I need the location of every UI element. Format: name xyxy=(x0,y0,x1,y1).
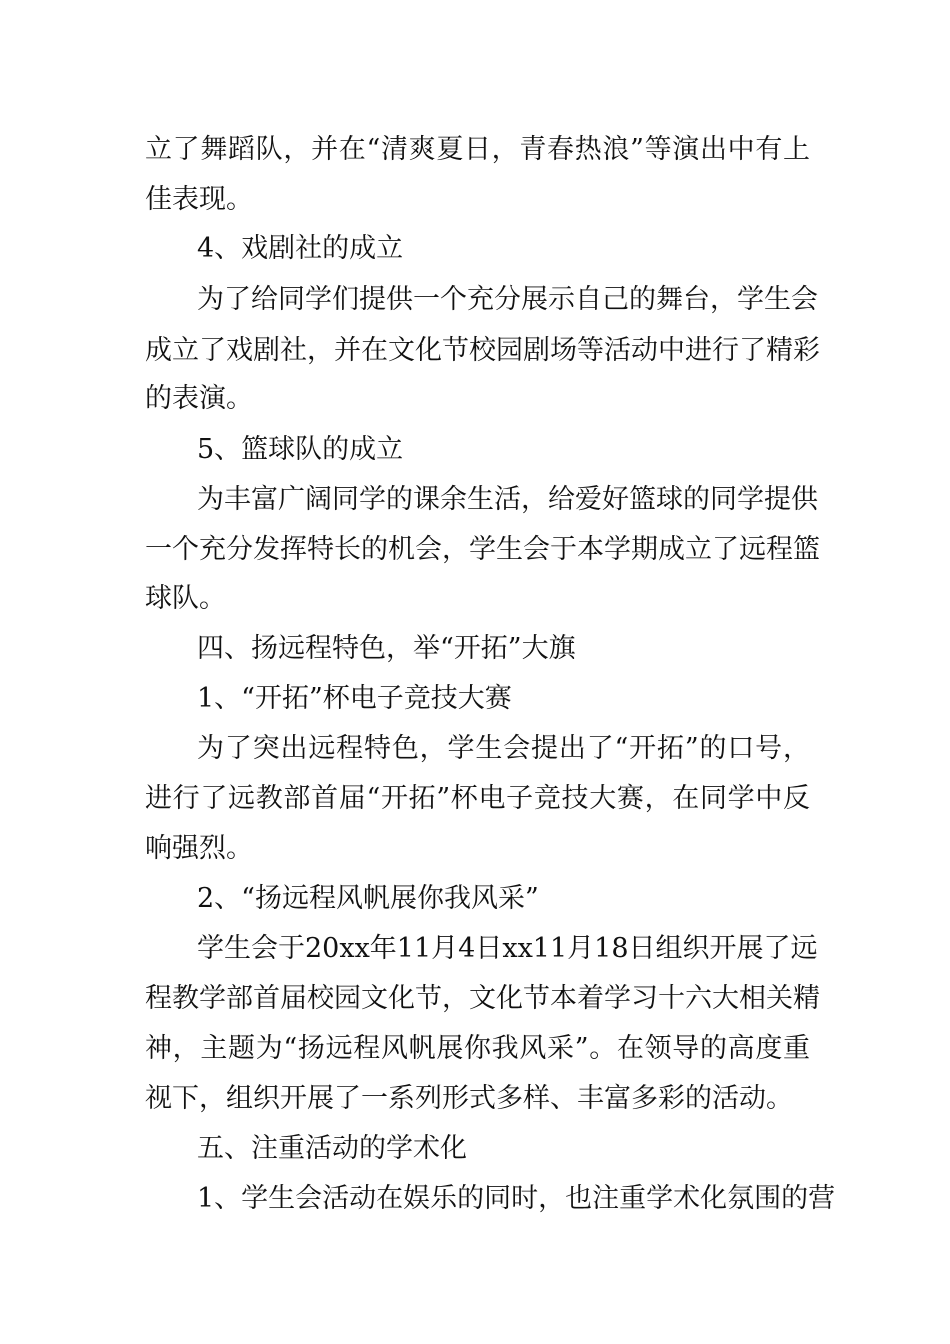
paragraph-first-line: 为丰富广阔同学的课余生活，给爱好篮球的同学提供 xyxy=(197,484,818,515)
body-text-line: 球队。 xyxy=(145,583,226,614)
section-heading: 1、“开拓”杯电子竞技大赛 xyxy=(197,683,512,714)
section-heading: 四、扬远程特色，举“开拓”大旗 xyxy=(197,633,576,664)
paragraph-first-line: 1、学生会活动在娱乐的同时，也注重学术化氛围的营 xyxy=(197,1183,836,1214)
body-text-line: 响强烈。 xyxy=(145,833,253,864)
paragraph-first-line: 为了给同学们提供一个充分展示自己的舞台，学生会 xyxy=(197,284,818,315)
section-heading: 2、“扬远程风帆展你我风采” xyxy=(197,883,539,914)
paragraph-first-line: 学生会于20xx年11月4日xx11月18日组织开展了远 xyxy=(197,933,818,964)
body-text-line: 的表演。 xyxy=(145,383,253,414)
paragraph-first-line: 为了突出远程特色，学生会提出了“开拓”的口号， xyxy=(197,733,810,764)
body-text-line: 进行了远教部首届“开拓”杯电子竞技大赛，在同学中反 xyxy=(145,783,810,814)
body-text-line: 程教学部首届校园文化节，文化节本着学习十六大相关精 xyxy=(145,983,820,1014)
body-text-line: 佳表现。 xyxy=(145,184,253,215)
body-text-line: 一个充分发挥特长的机会，学生会于本学期成立了远程篮 xyxy=(145,534,820,565)
body-text-line: 神，主题为“扬远程风帆展你我风采”。在领导的高度重 xyxy=(145,1033,810,1064)
body-text-line: 视下，组织开展了一系列形式多样、丰富多彩的活动。 xyxy=(145,1083,793,1114)
section-heading: 五、注重活动的学术化 xyxy=(197,1133,467,1164)
section-heading: 5、篮球队的成立 xyxy=(197,434,404,465)
body-text-line: 立了舞蹈队，并在“清爽夏日，青春热浪”等演出中有上 xyxy=(145,134,810,165)
section-heading: 4、戏剧社的成立 xyxy=(197,233,404,264)
body-text-line: 成立了戏剧社，并在文化节校园剧场等活动中进行了精彩 xyxy=(145,335,820,366)
